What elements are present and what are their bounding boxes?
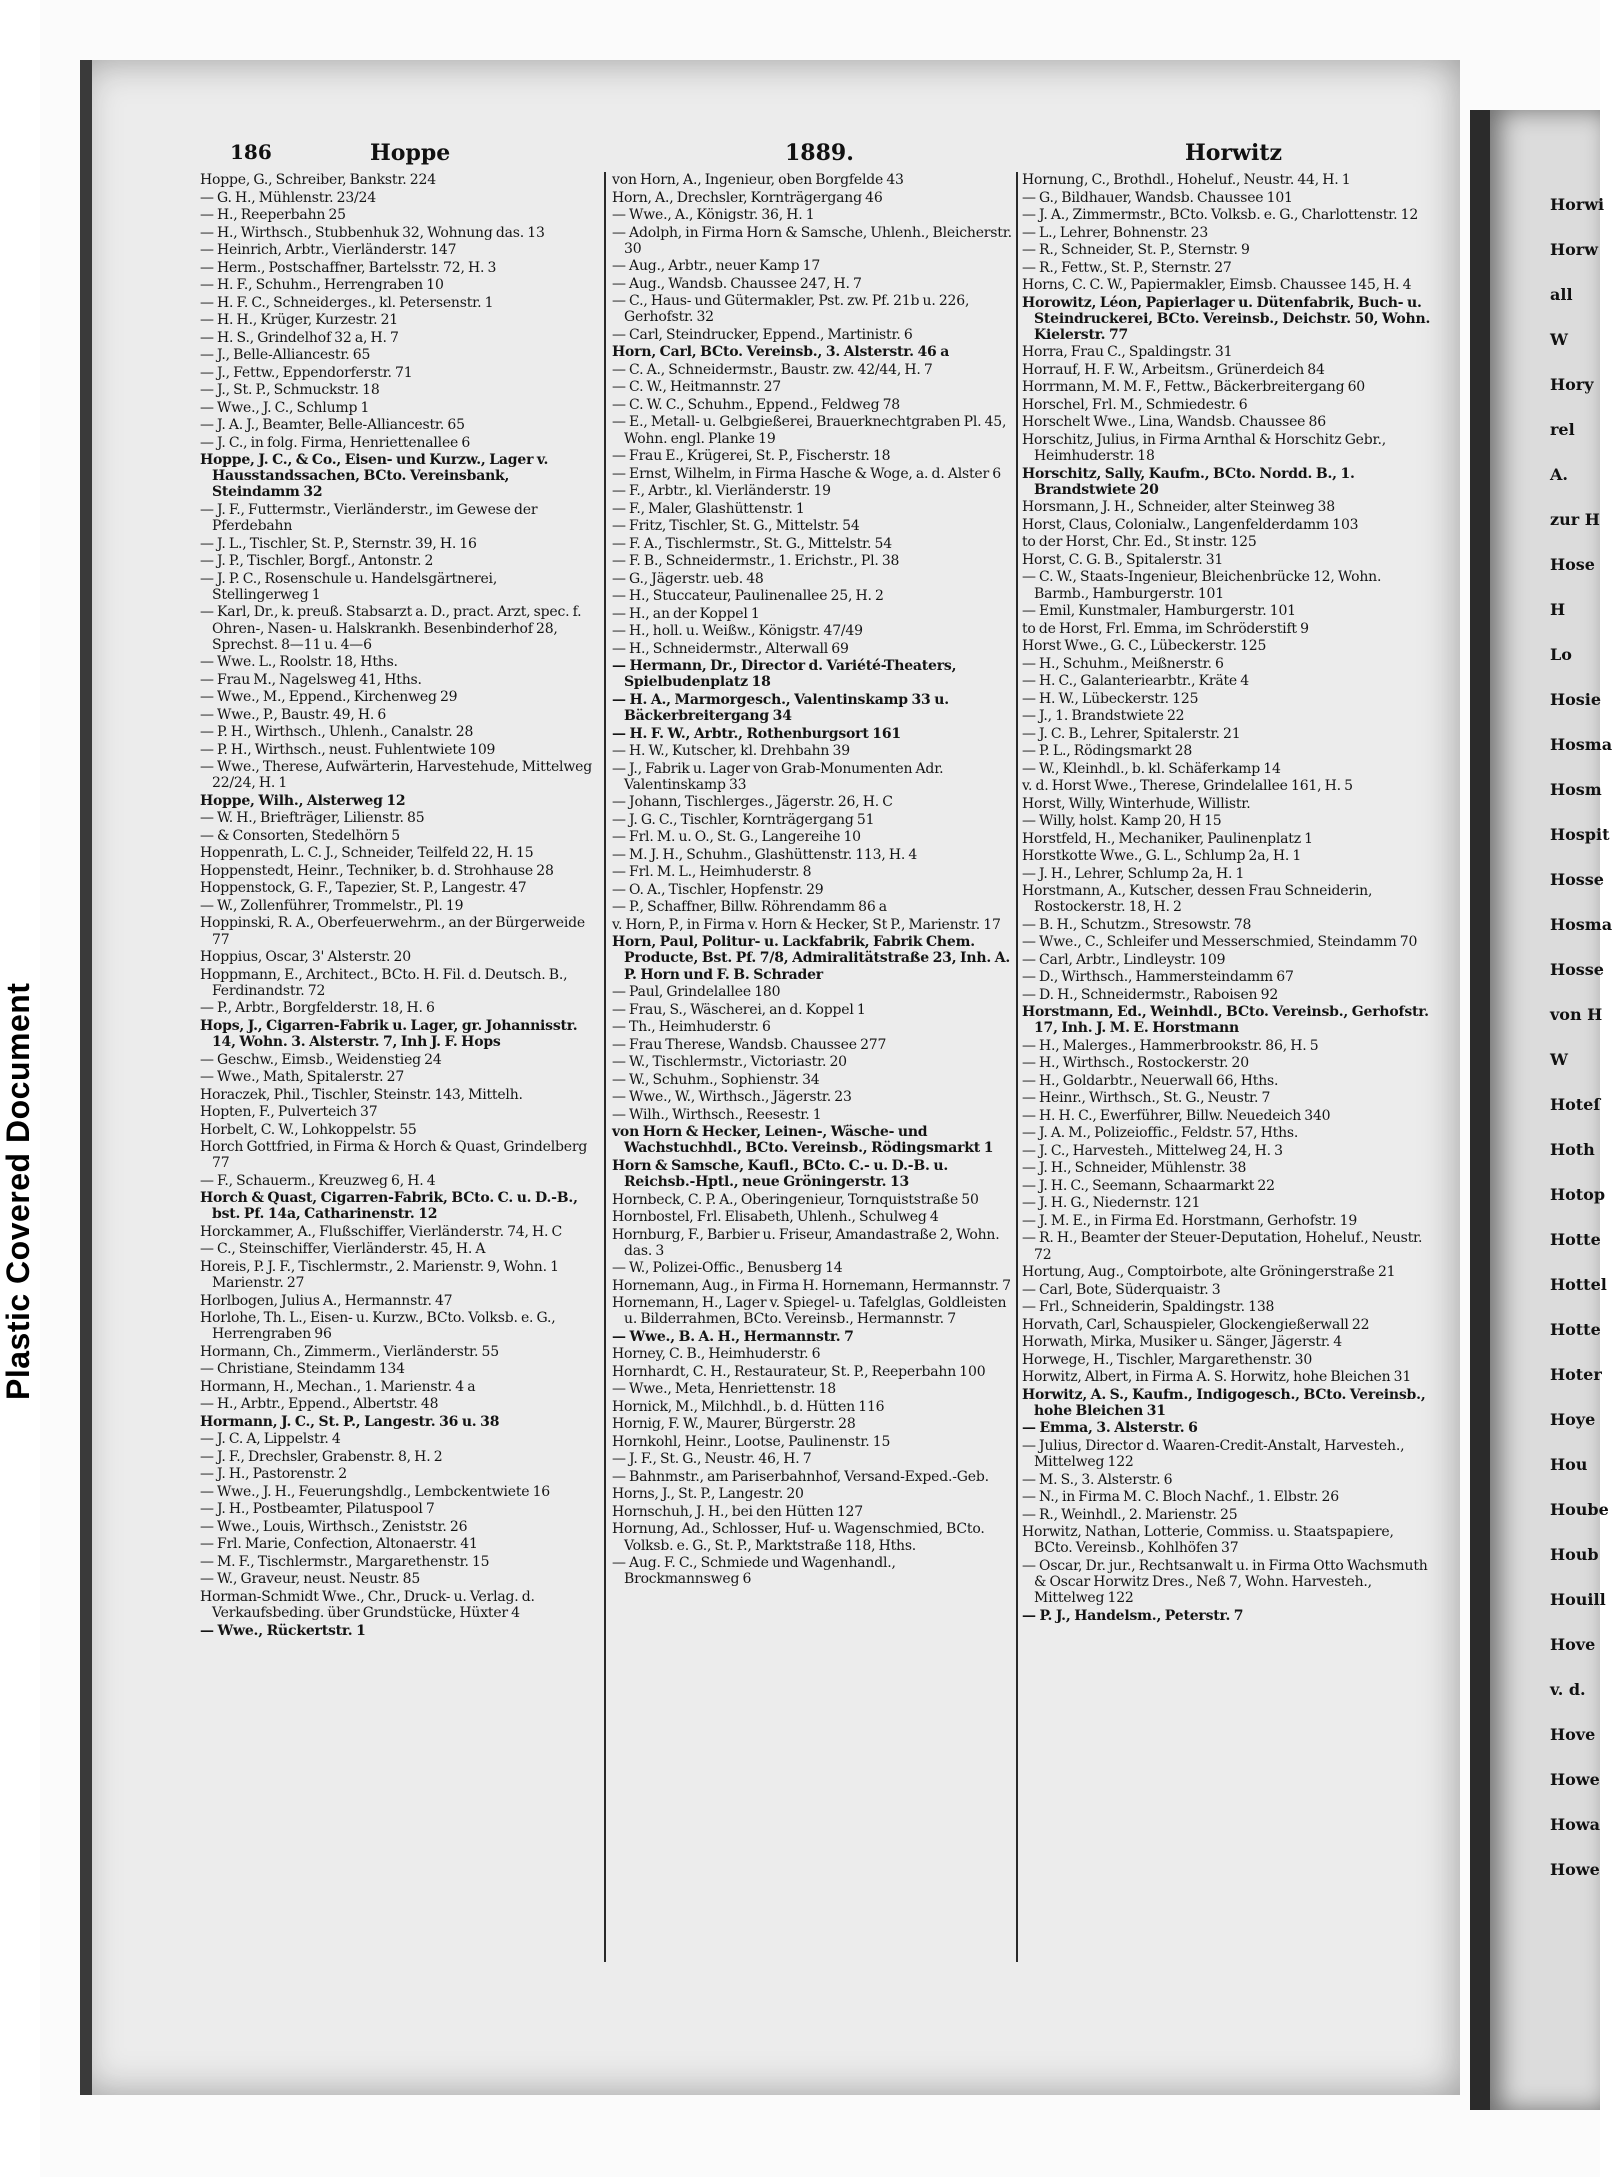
directory-entry: Horn, Carl, BCto. Vereinsb., 3. Alsterstr. 46 a (612, 344, 950, 361)
directory-entry: — R., Schneider, St. P., Sternstr. 9 (1022, 242, 1250, 258)
directory-entry: Hoppenstock, G. F., Tapezier, St. P., Langestr. 47 (200, 880, 527, 897)
directory-entry: — W., Graveur, neust. Neustr. 85 (200, 1571, 421, 1588)
next-page-fragment: Howe (1550, 1770, 1600, 1789)
directory-entry: — Fritz, Tischler, St. G., Mittelstr. 54 (612, 518, 860, 535)
directory-entry: — J. H., Schneider, Mühlenstr. 38 (1022, 1160, 1247, 1177)
directory-entry: Horstfeld, H., Mechaniker, Paulinenplatz 1 (1022, 830, 1313, 847)
directory-entry: Horbelt, C. W., Lohkoppelstr. 55 (200, 1121, 417, 1138)
directory-entry: — Th., Heimhuderstr. 6 (612, 1019, 771, 1036)
directory-entry: — Frl. M. u. O., St. G., Langereihe 10 (612, 829, 861, 846)
directory-entry: Hoppenrath, L. C. J., Schneider, Teilfeld 22, H. 15 (200, 845, 534, 862)
directory-entry: — C. W., Heitmannstr. 27 (612, 379, 781, 396)
directory-entry: — Wwe., C., Schleifer und Messerschmied, Steindamm 70 (1022, 934, 1418, 951)
directory-entry: Hoppius, Oscar, 3' Alsterstr. 20 (200, 949, 411, 966)
directory-entry: — Wwe., Louis, Wirthsch., Zeniststr. 26 (200, 1518, 468, 1535)
directory-entry: — J. H., Lehrer, Schlump 2a, H. 1 (1022, 865, 1245, 882)
directory-entry: Hornhardt, C. H., Restaurateur, St. P., Reeperbahn 100 (612, 1363, 986, 1380)
directory-entry: — Wwe., W., Wirthsch., Jägerstr. 23 (612, 1089, 852, 1106)
directory-entry: Horst Wwe., G. C., Lübeckerstr. 125 (1022, 638, 1267, 655)
directory-entry: Hornschuh, J. H., bei den Hütten 127 (612, 1503, 863, 1520)
directory-entry: — M. J. H., Schuhm., Glashüttenstr. 113, H. 4 (612, 846, 918, 863)
directory-entry: — J. H. C., Seemann, Schaarmarkt 22 (1022, 1177, 1275, 1194)
directory-entry: Hornburg, F., Barbier u. Friseur, Amandastraße 2, Wohn. das. 3 (612, 1226, 1000, 1259)
directory-entry: — Heinrich, Arbtr., Vierländerstr. 147 (200, 242, 457, 258)
directory-entry: Hoppinski, R. A., Oberfeuerwehrm., an der Bürgerweide 77 (200, 915, 586, 948)
directory-entry: — Frau, S., Wäscherei, an d. Koppel 1 (612, 1001, 866, 1018)
next-page-fragment: Houb (1550, 1545, 1599, 1564)
directory-entry: — J. A. J., Beamter, Belle-Alliancestr. 65 (200, 417, 465, 433)
directory-entry: Horst, Claus, Colonialw., Langenfelderdamm 103 (1022, 516, 1359, 533)
directory-entry: — P., Arbtr., Borgfelderstr. 18, H. 6 (200, 1000, 435, 1017)
directory-entry: v. d. Horst Wwe., Therese, Grindelallee 161, H. 5 (1022, 778, 1353, 795)
directory-entry: Hornbeck, C. P. A., Oberingenieur, Tornquiststraße 50 (612, 1191, 979, 1208)
next-page-fragment: Howa (1550, 1815, 1600, 1834)
directory-entry: Hoppenstedt, Heinr., Techniker, b. d. Strohhause 28 (200, 862, 554, 879)
next-page-fragment: Hosm (1550, 780, 1602, 799)
directory-entry: — O. A., Tischler, Hopfenstr. 29 (612, 881, 824, 898)
directory-entry: — E., Metall- u. Gelbgießerei, Brauerknechtgraben Pl. 45, Wohn. engl. Planke 19 (612, 414, 1007, 447)
next-page-fragment: Hosse (1550, 870, 1604, 889)
directory-entry: — Wwe., B. A. H., Hermannstr. 7 (612, 1328, 854, 1345)
directory-entry: Horschelt Wwe., Lina, Wandsb. Chaussee 86 (1022, 414, 1326, 431)
running-head-right: Horwitz (1185, 140, 1283, 166)
directory-entry: Hops, J., Cigarren-Fabrik u. Lager, gr. Johannisstr. 14, Wohn. 3. Alsterstr. 7, Inh J. F. Hops (200, 1017, 578, 1051)
next-page-fragment: Hospit (1550, 825, 1610, 844)
directory-entry: Horrauf, H. F. W., Arbeitsm., Grünerdeich 84 (1022, 361, 1325, 378)
directory-entry: Horns, C. C. W., Papiermakler, Eimsb. Chaussee 145, H. 4 (1022, 277, 1412, 293)
directory-entry: — R., Fettw., St. P., Sternstr. 27 (1022, 259, 1232, 276)
directory-entry: — J. C., in folg. Firma, Henriettenallee 6 (200, 434, 471, 451)
directory-entry: — H., Schuhm., Meißnerstr. 6 (1022, 655, 1224, 672)
directory-entry: — F., Arbtr., kl. Vierländerstr. 19 (612, 483, 831, 500)
directory-entry: — M. F., Tischlermstr., Margarethenstr. 15 (200, 1553, 490, 1570)
directory-entry: — Carl, Arbtr., Lindleystr. 109 (1022, 951, 1226, 968)
directory-entry: — Adolph, in Firma Horn & Samsche, Uhlenh., Bleicherstr. 30 (612, 224, 1012, 257)
directory-entry: — Wwe. L., Roolstr. 18, Hths. (200, 654, 398, 671)
directory-entry: Horn, Paul, Politur- u. Lackfabrik, Fabrik Chem. Producte, Bst. Pf. 7/8, Admiralitätstraße 23, Inh. A. P. Horn und F. B. Schrader (612, 934, 1011, 983)
next-page-fragment: Hoube (1550, 1500, 1609, 1519)
directory-entry: — Wwe., P., Baustr. 49, H. 6 (200, 706, 387, 723)
next-page-fragment: Howe (1550, 1860, 1600, 1879)
directory-entry: Horrmann, M. M. F., Fettw., Bäckerbreitergang 60 (1022, 379, 1365, 396)
directory-entry: — G., Bildhauer, Wandsb. Chaussee 101 (1022, 189, 1293, 206)
directory-entry: Horra, Frau C., Spaldingstr. 31 (1022, 344, 1233, 361)
directory-entry: von Horn, A., Ingenieur, oben Borgfelde 43 (612, 172, 904, 188)
next-page-fragment: Hove (1550, 1635, 1596, 1654)
directory-entry: — Wwe., J. C., Schlump 1 (200, 399, 370, 416)
directory-entry: Horn & Samsche, Kaufl., BCto. C.- u. D.-B. u. Reichsb.-Hptl., neue Gröningerstr. 13 (612, 1157, 949, 1191)
directory-entry: Horaczek, Phil., Tischler, Steinstr. 143, Mittelh. (200, 1086, 523, 1103)
directory-entry: — Frau E., Krügerei, St. P., Fischerstr. 18 (612, 448, 891, 465)
directory-entry: — Wilh., Wirthsch., Reesestr. 1 (612, 1106, 822, 1123)
page-left-edge (80, 60, 92, 2095)
directory-entry: — J. F., Drechsler, Grabenstr. 8, H. 2 (200, 1448, 443, 1465)
directory-entry: — B. H., Schutzm., Stresowstr. 78 (1022, 916, 1252, 933)
directory-entry: — J. F., Futtermstr., Vierländerstr., im Gewese der Pferdebahn (200, 501, 538, 535)
directory-entry: Horowitz, Léon, Papierlager u. Dütenfabrik, Buch- u. Steindruckerei, BCto. Vereinsb., Deichstr. 50, Wohn. Kielerstr. 77 (1022, 294, 1431, 343)
directory-entry: — H., holl. u. Weißw., Königstr. 47/49 (612, 623, 863, 640)
directory-entry: v. Horn, P., in Firma v. Horn & Hecker, St P., Marienstr. 17 (612, 916, 1001, 933)
directory-entry: — Herm., Postschaffner, Bartelsstr. 72, H. 3 (200, 259, 497, 276)
directory-entry: — C. A., Schneidermstr., Baustr. zw. 42/44, H. 7 (612, 361, 933, 378)
directory-entry: Hortung, Aug., Comptoirbote, alte Gröningerstraße 21 (1022, 1264, 1396, 1281)
directory-entry: von Horn & Hecker, Leinen-, Wäsche- und Wachstuchhdl., BCto. Vereinsb., Rödingsmarkt 1 (612, 1124, 994, 1157)
directory-entry: to de Horst, Frl. Emma, im Schröderstift 9 (1022, 620, 1309, 637)
directory-entry: — C. W. C., Schuhm., Eppend., Feldweg 78 (612, 396, 901, 413)
directory-entry: — J. C. B., Lehrer, Spitalerstr. 21 (1022, 725, 1241, 742)
directory-entry: — Carl, Steindrucker, Eppend., Martinistr. 6 (612, 326, 913, 343)
directory-entry: — J. H., Pastorenstr. 2 (200, 1466, 347, 1483)
directory-entry: Hornung, C., Brothdl., Hoheluf., Neustr. 44, H. 1 (1022, 172, 1351, 188)
next-page-fragment: H (1550, 600, 1566, 619)
directory-entry: — Oscar, Dr. jur., Rechtsanwalt u. in Firma Otto Wachsmuth & Oscar Horwitz Dres., Neß 7, Wohn. Harvesteh., Mittelweg 122 (1022, 1557, 1428, 1607)
next-page-fragment: Houill (1550, 1590, 1606, 1609)
directory-entry: Hoppe, J. C., & Co., Eisen- und Kurzw., Lager v. Hausstandssachen, BCto. Vereinsbank, Steindamm 32 (200, 452, 549, 501)
directory-entry: Hornung, Ad., Schlosser, Huf- u. Wagenschmied, BCto. Volksb. e. G., St. P., Marktstraße 118, Hths. (612, 1521, 985, 1554)
directory-entry: Hopten, F., Pulverteich 37 (200, 1104, 378, 1121)
directory-entry: — J. C. A, Lippelstr. 4 (200, 1431, 341, 1448)
directory-entry: — Ernst, Wilhelm, in Firma Hasche & Woge, a. d. Alster 6 (612, 465, 1001, 482)
directory-entry: — H. H., Krüger, Kurzestr. 21 (200, 312, 398, 328)
page-header (230, 140, 1420, 170)
directory-entry: — F., Maler, Glashüttenstr. 1 (612, 500, 805, 517)
directory-entry: — C. W., Staats-Ingenieur, Bleichenbrücke 12, Wohn. Barmb., Hamburgerstr. 101 (1022, 569, 1382, 602)
directory-entry: — D. H., Schneidermstr., Raboisen 92 (1022, 986, 1279, 1003)
side-label: Plastic Covered Document (0, 982, 36, 1400)
directory-entry: — Emma, 3. Alsterstr. 6 (1022, 1420, 1198, 1437)
directory-entry: — W., Tischlermstr., Victoriastr. 20 (612, 1054, 847, 1071)
directory-entry: — L., Lehrer, Bohnenstr. 23 (1022, 224, 1209, 241)
next-page-fragment: Hosma (1550, 915, 1612, 934)
directory-entry: — J., St. P., Schmuckstr. 18 (200, 382, 380, 398)
directory-entry: — R., Weinhdl., 2. Marienstr. 25 (1022, 1506, 1238, 1523)
directory-entry: — J. G. C., Tischler, Kornträgergang 51 (612, 811, 875, 828)
directory-entry: Hormann, H., Mechan., 1. Marienstr. 4 a (200, 1378, 476, 1395)
directory-entry: — P. L., Rödingsmarkt 28 (1022, 743, 1193, 760)
directory-entry: — Christiane, Steindamm 134 (200, 1361, 405, 1378)
directory-entry: Hornbostel, Frl. Elisabeth, Uhlenh., Schulweg 4 (612, 1209, 939, 1226)
directory-entry: — H. F. W., Arbtr., Rothenburgsort 161 (612, 725, 901, 742)
directory-entry: — H. F., Schuhm., Herrengraben 10 (200, 277, 444, 293)
next-page-fragment: Hoteſ (1550, 1095, 1601, 1114)
directory-column-2 (612, 172, 1012, 1962)
directory-entry: — P. H., Wirthsch., Uhlenh., Canalstr. 28 (200, 724, 474, 741)
directory-entry: Hornkohl, Heinr., Lootse, Paulinenstr. 15 (612, 1433, 891, 1450)
directory-entry: Horstkotte Wwe., G. L., Schlump 2a, H. 1 (1022, 848, 1302, 865)
directory-entry: — G. H., Mühlenstr. 23/24 (200, 189, 376, 206)
directory-entry: — Frau Therese, Wandsb. Chaussee 277 (612, 1036, 887, 1053)
next-page-fragment: W (1550, 330, 1568, 349)
directory-entry: Horwege, H., Tischler, Margarethenstr. 30 (1022, 1351, 1313, 1368)
directory-entry: — H., Arbtr., Eppend., Albertstr. 48 (200, 1396, 439, 1413)
next-page-fragment: Hoye (1550, 1410, 1596, 1429)
directory-entry: Horwath, Mirka, Musiker u. Sänger, Jägerstr. 4 (1022, 1334, 1343, 1351)
directory-entry: Horch Gottfried, in Firma & Horch & Quast, Grindelberg 77 (200, 1139, 588, 1172)
next-page-fragment: Hotte (1550, 1320, 1601, 1339)
directory-entry: — J. A. M., Polizeioffic., Feldstr. 57, Hths. (1022, 1125, 1299, 1142)
directory-entry: — J. C., Harvesteh., Mittelweg 24, H. 3 (1022, 1142, 1283, 1159)
directory-entry: — & Consorten, Stedelhörn 5 (200, 827, 400, 844)
directory-entry: — G., Jägerstr. ueb. 48 (612, 570, 764, 587)
next-page-fragment: Hose (1550, 555, 1595, 574)
directory-entry: — Frl., Schneiderin, Spaldingstr. 138 (1022, 1299, 1275, 1316)
page-number: 186 (230, 140, 272, 164)
next-page-fragment: Horwi (1550, 195, 1605, 214)
next-page-fragment: Hosse (1550, 960, 1604, 979)
directory-entry: — Wwe., Rückertstr. 1 (200, 1622, 366, 1639)
directory-entry: — J. F., St. G., Neustr. 46, H. 7 (612, 1451, 812, 1468)
directory-entry: Horney, C. B., Heimhuderstr. 6 (612, 1346, 821, 1363)
directory-entry: — Aug., Wandsb. Chaussee 247, H. 7 (612, 275, 862, 292)
directory-entry: Horman-Schmidt Wwe., Chr., Druck- u. Verlag. d. Verkaufsbeding. über Grundstücke, Hüxter 4 (200, 1588, 535, 1622)
directory-entry: — H., Wirthsch., Stubbenhuk 32, Wohnung das. 13 (200, 224, 545, 241)
directory-entry: — D., Wirthsch., Hammersteindamm 67 (1022, 969, 1294, 986)
directory-entry: — P., Schaffner, Billw. Röhrendamm 86 a (612, 899, 887, 916)
directory-entry: Horschitz, Julius, in Firma Arnthal & Horschitz Gebr., Heimhuderstr. 18 (1022, 431, 1386, 465)
directory-entry: — H., Schneidermstr., Alterwall 69 (612, 640, 849, 657)
directory-entry: — W., Polizei-Offic., Benusberg 14 (612, 1260, 843, 1277)
directory-entry: — Karl, Dr., k. preuß. Stabsarzt a. D., pract. Arzt, spec. f. Ohren-, Nasen- u. Halskrankh. Besenbinderhof 28, Sprechst. 8—11 u. 4—6 (200, 604, 582, 653)
directory-entry: — H., Wirthsch., Rostockerstr. 20 (1022, 1055, 1249, 1072)
directory-entry: — H. W., Kutscher, kl. Drehbahn 39 (612, 743, 850, 760)
directory-entry: — Aug. F. C., Schmiede und Wagenhandl., Brockmannsweg 6 (612, 1555, 896, 1588)
next-page-fragment: von H (1550, 1005, 1603, 1024)
next-page-fragment: Hosie (1550, 690, 1602, 709)
directory-entry: — C., Haus- und Gütermakler, Pst. zw. Pf. 21b u. 226, Gerhofstr. 32 (612, 293, 970, 326)
directory-entry: Hoppe, G., Schreiber, Bankstr. 224 (200, 172, 436, 188)
directory-entry: Hoppe, Wilh., Alsterweg 12 (200, 792, 406, 809)
directory-entry: Horstmann, A., Kutscher, dessen Frau Schneiderin, Rostockerstr. 18, H. 2 (1022, 883, 1373, 916)
directory-entry: — F., Schauerm., Kreuzweg 6, H. 4 (200, 1172, 436, 1189)
directory-entry: Hornemann, Aug., in Firma H. Hornemann, Hermannstr. 7 (612, 1277, 1011, 1294)
directory-entry: Horwitz, Nathan, Lotterie, Commiss. u. Staatspapiere, BCto. Vereinsb., Kohlhöfen 37 (1022, 1524, 1394, 1557)
directory-entry: — J. M. E., in Firma Ed. Horstmann, Gerhofstr. 19 (1022, 1212, 1358, 1229)
directory-entry: — Johann, Tischlerges., Jägerstr. 26, H. C (612, 794, 893, 811)
directory-entry: — W., Zollenführer, Trommelstr., Pl. 19 (200, 897, 464, 914)
next-page-fragment: Hory (1550, 375, 1594, 394)
next-page-fragment: v. d. (1550, 1680, 1586, 1699)
column-rule (604, 172, 606, 1962)
directory-entry: — Aug., Arbtr., neuer Kamp 17 (612, 258, 821, 275)
directory-entry: Horlohe, Th. L., Eisen- u. Kurzw., BCto. Volksb. e. G., Herrengraben 96 (200, 1310, 556, 1343)
directory-entry: Horn, A., Drechsler, Kornträgergang 46 (612, 189, 883, 206)
directory-entry: — Wwe., Math, Spitalerstr. 27 (200, 1069, 405, 1086)
directory-entry: Horst, Willy, Winterhude, Willistr. (1022, 795, 1251, 812)
directory-entry: Hornemann, H., Lager v. Spiegel- u. Tafelglas, Goldleisten u. Bilderrahmen, BCto. Vereinsb., Hermannstr. 7 (612, 1295, 1007, 1328)
directory-entry: — Wwe., Meta, Henriettenstr. 18 (612, 1381, 836, 1398)
next-page-fragment: Hoth (1550, 1140, 1595, 1159)
directory-entry: — J., Fabrik u. Lager von Grab-Monumenten Adr. Valentinskamp 33 (612, 760, 944, 793)
directory-entry: — Julius, Director d. Waaren-Credit-Anstalt, Harvesteh., Mittelweg 122 (1022, 1437, 1405, 1471)
directory-entry: to der Horst, Chr. Ed., St instr. 125 (1022, 534, 1257, 551)
directory-entry: — J. P. C., Rosenschule u. Handelsgärtnerei, Stellingerweg 1 (200, 570, 498, 603)
directory-entry: — M. S., 3. Alsterstr. 6 (1022, 1471, 1173, 1488)
next-page-fragment: rel (1550, 420, 1575, 439)
directory-entry: — J., 1. Brandstwiete 22 (1022, 708, 1185, 725)
directory-entry: — Geschw., Eimsb., Weidenstieg 24 (200, 1051, 442, 1068)
next-page-fragment: Hove (1550, 1725, 1596, 1744)
directory-entry: Horns, J., St. P., Langestr. 20 (612, 1486, 804, 1503)
next-page-fragment: Horw (1550, 240, 1598, 259)
directory-entry: — H. C., Galanteriearbtr., Kräte 4 (1022, 673, 1249, 690)
directory-entry: — H., Stuccateur, Paulinenallee 25, H. 2 (612, 588, 884, 605)
directory-entry: Horckammer, A., Flußschiffer, Vierländerstr. 74, H. C (200, 1223, 563, 1240)
directory-entry: — J., Belle-Alliancestr. 65 (200, 347, 371, 363)
directory-entry: — W. H., Briefträger, Lilienstr. 85 (200, 810, 425, 827)
directory-entry: — W., Kleinhdl., b. kl. Schäferkamp 14 (1022, 760, 1281, 777)
directory-entry: — H. F. C., Schneiderges., kl. Petersenstr. 1 (200, 294, 494, 311)
directory-entry: Horwitz, A. S., Kaufm., Indigogesch., BCto. Vereinsb., hohe Bleichen 31 (1022, 1386, 1426, 1419)
directory-entry: — H., an der Koppel 1 (612, 605, 760, 622)
directory-entry: — P. H., Wirthsch., neust. Fuhlentwiete 109 (200, 741, 496, 758)
directory-entry: Hornig, F. W., Maurer, Bürgerstr. 28 (612, 1416, 856, 1433)
directory-entry: — H. S., Grindelhof 32 a, H. 7 (200, 329, 399, 346)
directory-entry: Horst, C. G. B., Spitalerstr. 31 (1022, 551, 1224, 568)
page-gutter (1470, 110, 1490, 2110)
directory-entry: — Wwe., M., Eppend., Kirchenweg 29 (200, 689, 458, 706)
directory-entry: Horvath, Carl, Schauspieler, Glockengießerwall 22 (1022, 1316, 1370, 1333)
next-page-fragment: Hou (1550, 1455, 1588, 1474)
directory-entry: — J. P., Tischler, Borgf., Antonstr. 2 (200, 553, 434, 570)
next-page-fragment: zur H (1550, 510, 1600, 529)
directory-entry: — Carl, Bote, Süderquaistr. 3 (1022, 1281, 1221, 1298)
directory-entry: — R. H., Beamter der Steuer-Deputation, Hoheluf., Neustr. 72 (1022, 1230, 1423, 1263)
directory-entry: — Wwe., J. H., Feuerungshdlg., Lembckentwiete 16 (200, 1483, 551, 1500)
directory-entry: Horwitz, Albert, in Firma A. S. Horwitz, hohe Bleichen 31 (1022, 1369, 1412, 1386)
directory-entry: — Paul, Grindelallee 180 (612, 984, 781, 1001)
directory-entry: — W., Schuhm., Sophienstr. 34 (612, 1071, 820, 1088)
directory-entry: — Frl. M. L., Heimhuderstr. 8 (612, 864, 812, 881)
directory-entry: — J. L., Tischler, St. P., Sternstr. 39, H. 16 (200, 535, 477, 552)
directory-entry: Horeis, P. J. F., Tischlermstr., 2. Marienstr. 9, Wohn. 1 Marienstr. 27 (200, 1258, 559, 1292)
next-page-fragment: Hotop (1550, 1185, 1606, 1204)
directory-entry: Hornick, M., Milchhdl., b. d. Hütten 116 (612, 1398, 885, 1415)
directory-entry: Hormann, J. C., St. P., Langestr. 36 u. 38 (200, 1413, 500, 1430)
directory-entry: — Willy, holst. Kamp 20, H 15 (1022, 813, 1222, 830)
directory-entry: — C., Steinschiffer, Vierländerstr. 45, H. A (200, 1241, 486, 1258)
next-page-fragment: Hosma (1550, 735, 1612, 754)
directory-entry: Hormann, Ch., Zimmerm., Vierländerstr. 55 (200, 1343, 499, 1360)
running-head-year: 1889. (785, 140, 854, 166)
directory-column-1 (200, 172, 596, 1962)
directory-entry: — Emil, Kunstmaler, Hamburgerstr. 101 (1022, 603, 1296, 620)
next-page-fragment: all (1550, 285, 1573, 304)
directory-entry: — H. A., Marmorgesch., Valentinskamp 33 u. Bäckerbreitergang 34 (612, 691, 949, 725)
next-page-fragment: A. (1550, 465, 1568, 484)
directory-entry: — H., Goldarbtr., Neuerwall 66, Hths. (1022, 1072, 1279, 1089)
directory-entry: — Wwe., Therese, Aufwärterin, Harvestehude, Mittelweg 22/24, H. 1 (200, 759, 592, 792)
directory-entry: — Frl. Marie, Confection, Altonaerstr. 41 (200, 1536, 478, 1553)
directory-entry: — J., Fettw., Eppendorferstr. 71 (200, 364, 413, 381)
directory-entry: — F. B., Schneidermstr., 1. Erichstr., Pl. 38 (612, 553, 900, 570)
column-rule (1016, 172, 1018, 1962)
directory-column-3 (1022, 172, 1432, 1962)
directory-entry: — H. W., Lübeckerstr. 125 (1022, 690, 1199, 707)
running-head-left: Hoppe (370, 140, 451, 166)
directory-entry: — P. J., Handelsm., Peterstr. 7 (1022, 1607, 1244, 1624)
next-page-fragment: Hoter (1550, 1365, 1602, 1384)
directory-entry: — Hermann, Dr., Director d. Variété-Theaters, Spielbudenplatz 18 (612, 658, 957, 691)
next-page-fragment: Hottel (1550, 1275, 1607, 1294)
directory-entry: Horschel, Frl. M., Schmiedestr. 6 (1022, 396, 1248, 413)
directory-entry: Horch & Quast, Cigarren-Fabrik, BCto. C. u. D.-B., bst. Pf. 14a, Catharinenstr. 12 (200, 1190, 578, 1223)
directory-entry: Horstmann, Ed., Weinhdl., BCto. Vereinsb., Gerhofstr. 17, Inh. J. M. E. Horstmann (1022, 1004, 1429, 1037)
directory-entry: — Wwe., A., Königstr. 36, H. 1 (612, 207, 815, 223)
directory-entry: — N., in Firma M. C. Bloch Nachf., 1. Elbstr. 26 (1022, 1489, 1339, 1506)
next-page-fragment: Hotte (1550, 1230, 1601, 1249)
directory-entry: — J. H., Postbeamter, Pilatuspool 7 (200, 1501, 435, 1518)
directory-entry: Horsmann, J. H., Schneider, alter Steinweg 38 (1022, 499, 1335, 516)
directory-entry: Horschitz, Sally, Kaufm., BCto. Nordd. B., 1. Brandstwiete 20 (1022, 465, 1355, 498)
directory-entry: — J. A., Zimmermstr., BCto. Volksb. e. G., Charlottenstr. 12 (1022, 207, 1419, 223)
next-page-fragment: Lo (1550, 645, 1572, 664)
directory-entry: — Heinr., Wirthsch., St. G., Neustr. 7 (1022, 1090, 1271, 1107)
directory-entry: — Frau M., Nagelsweg 41, Hths. (200, 671, 422, 688)
directory-entry: — H. H. C., Ewerführer, Billw. Neuedeich 340 (1022, 1107, 1331, 1124)
directory-entry: Hoppmann, E., Architect., BCto. H. Fil. d. Deutsch. B., Ferdinandstr. 72 (200, 966, 568, 999)
directory-entry: Horlbogen, Julius A., Hermannstr. 47 (200, 1292, 453, 1309)
directory-entry: — H., Malerges., Hammerbrookstr. 86, H. 5 (1022, 1037, 1319, 1054)
directory-entry: — Bahnmstr., am Pariserbahnhof, Versand-Exped.-Geb. (612, 1468, 989, 1485)
directory-entry: — J. H. G., Niedernstr. 121 (1022, 1195, 1201, 1212)
next-page-fragment: W (1550, 1050, 1568, 1069)
directory-entry: — H., Reeperbahn 25 (200, 207, 346, 223)
directory-entry: — F. A., Tischlermstr., St. G., Mittelstr. 54 (612, 535, 892, 552)
